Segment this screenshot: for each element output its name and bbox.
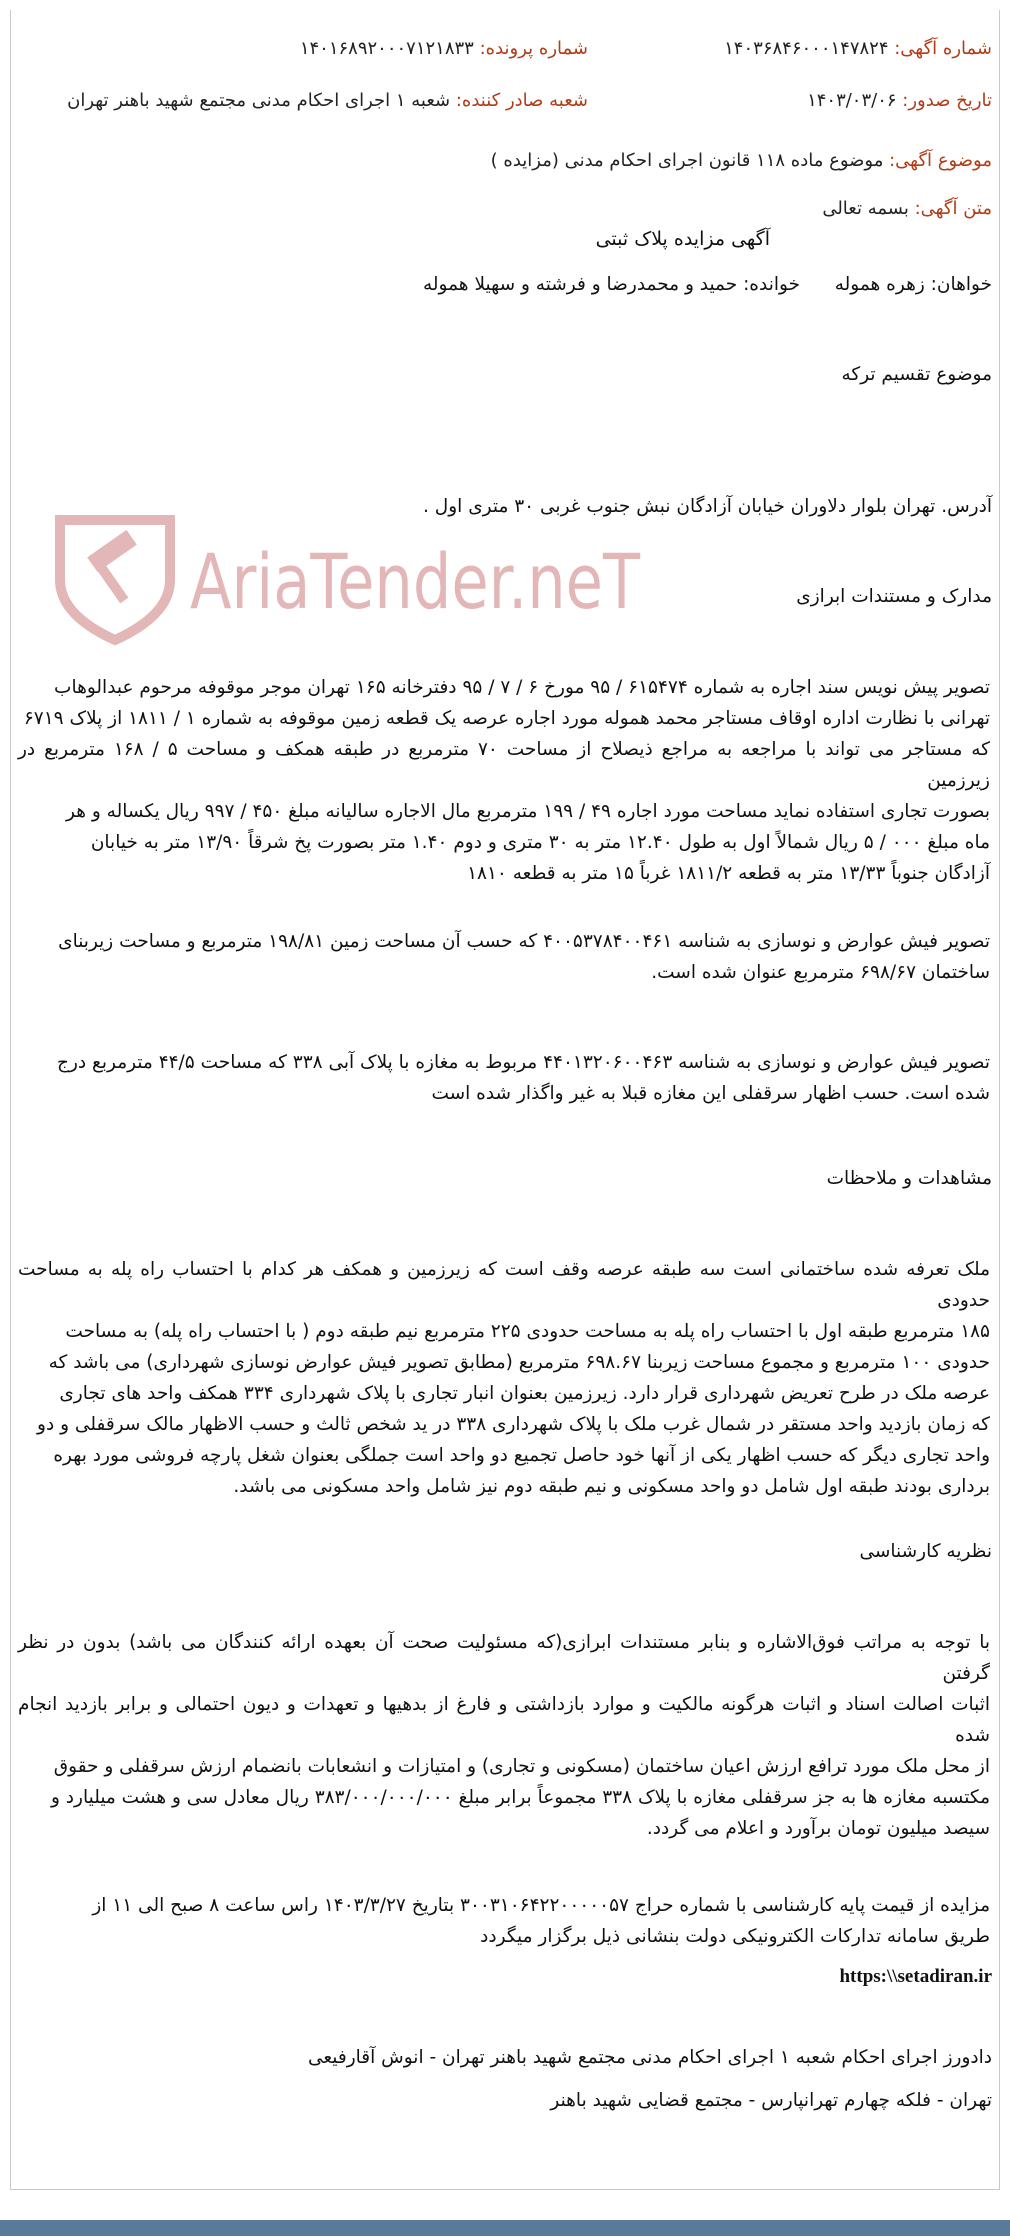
issue-date-label: تاریخ صدور: bbox=[902, 90, 992, 111]
setadiran-link[interactable]: https:\\setadiran.ir bbox=[839, 1966, 992, 1987]
watermark-text: AriaTender.neT bbox=[190, 537, 641, 626]
bottom-scroll-bar bbox=[0, 2220, 1010, 2236]
case-number-label: شماره پرونده: bbox=[479, 38, 588, 59]
notice-number-value: ۱۴۰۳۶۸۴۶۰۰۰۱۴۷۸۲۴ bbox=[724, 38, 889, 59]
basmala: بسمه تعالی bbox=[822, 198, 909, 219]
notice-subject-label: موضوع آگهی: bbox=[889, 150, 992, 171]
case-number bbox=[300, 38, 588, 59]
docs-heading: مدارک و مستندات ابرازی bbox=[796, 586, 992, 607]
case-subject: موضوع تقسیم ترکه bbox=[841, 364, 992, 385]
notice-text-header bbox=[822, 198, 992, 219]
notice-title: آگهی مزایده پلاک ثبتی bbox=[595, 228, 770, 250]
case-number-value: ۱۴۰۱۶۸۹۲۰۰۰۷۱۲۱۸۳۳ bbox=[299, 38, 474, 59]
observations-heading: مشاهدات و ملاحظات bbox=[826, 1168, 992, 1189]
issuer-label: شعبه صادر کننده: bbox=[455, 90, 588, 111]
fee-receipt-paragraph-2: تصویر فیش عوارض و نوسازی به شناسه ۴۴۰۱۳۲۰۶۰۰۴۶۳ مربوط به مغازه با پلاک آبی ۳۳۸ که مساحت ۴۴/۵ مترمربع درج شده است. حسب اظهار سرقفلی این مغازه قبلا به غیر واگذار شده است bbox=[57, 1052, 990, 1104]
observations-paragraph: ملک تعرفه شده ساختمانی است سه طبقه عرصه وقف است که زیرزمین و همکف هر کدام با احتساب راه پله به مساحت حدودی ۱۸۵ مترمربع طبقه اول با احتساب راه پله به مساحت حدودی ۲۲۵ مترمربع نیم طبقه دوم ( با احتساب راه پله) به مساحت حدودی ۱۰۰ مترمربع و مجموع مساحت زیربنا ۶۹۸.۶۷ مترمربع (مطابق تصویر فیش عوارض نوسازی شهرداری) می باشد که عرصه ملک در طرح تعریض شهرداری قرار دارد. زیرزمین بعنوان انبار تجاری با پلاک شهرداری ۳۳۴ همکف واحد های تجاری که زمان بازدید واحد مستقر در شمال غرب ملک با پلاک شهرداری ۳۳۸ در ید شخص ثالث و حسب الاظهار مالک سرقفلی و دو واحد تجاری دیگر که حسب اظهار یکی از آنها خود حاصل تجمیع دو واحد است جملگی بعنوان شغل پارچه فروشی مورد بهره برداری بودند طبقه اول شامل دو واحد مسکونی و نیم طبقه دوم نیز شامل واحد مسکونی می باشد. bbox=[18, 1259, 990, 1497]
defendant: خوانده: حمید و محمدرضا و فرشته و سهیلا هموله bbox=[423, 274, 800, 295]
issuer bbox=[67, 90, 588, 111]
notice-number bbox=[724, 38, 992, 59]
notice-text-label: متن آگهی: bbox=[914, 198, 992, 219]
lease-document-paragraph: تصویر پیش نویس سند اجاره به شماره ۶۱۵۴۷۴ / ۹۵ مورخ ۶ / ۷ / ۹۵ دفترخانه ۱۶۵ تهران موجر موقوفه مرحوم عبدالوهاب تهرانی با نظارت اداره اوقاف مستاجر محمد هموله مورد اجاره عرصه یک قطعه زمین موقوفه به شماره ۱ / ۱۸۱۱ از پلاک ۶۷۱۹ که مستاجر می تواند با مراجعه به مراجع ذیصلاح از مساحت ۷۰ مترمربع در طبقه همکف و مساحت ۵ / ۱۶۸ مترمربع در زیرزمین بصورت تجاری استفاده نماید مساحت مورد اجاره ۴۹ / ۱۹۹ مترمربع مال الاجاره سالیانه مبلغ ۴۵۰ / ۹۹۷ ریال یکساله و هر ماه مبلغ ۰۰۰ / ۵ ریال شمالاً اول به طول ۱۲.۴۰ متر به ۳۰ متری و دوم ۱.۴۰ متر بصورت پخ شرقاً ۱۳/۹۰ متر به خیابان آزادگان جنوباً ۱۳/۳۳ متر به قطعه ۱۸۱۱/۲ غرباً ۱۵ متر به قطعه ۱۸۱۰ bbox=[18, 677, 990, 884]
plaintiff: خواهان: زهره هموله bbox=[834, 274, 992, 295]
auction-details-paragraph: مزایده از قیمت پایه کارشناسی با شماره حراج ۳۰۰۳۱۰۶۴۲۲۰۰۰۰۰۵۷ بتاریخ ۱۴۰۳/۳/۲۷ راس ساعت ۸ صبح الی ۱۱ از طریق سامانه تدارکات الکترونیکی دولت بنشانی ذیل برگزار میگردد bbox=[92, 1895, 990, 1947]
notice-subject bbox=[491, 150, 992, 171]
court-address: تهران - فلکه چهارم تهرانپارس - مجتمع قضایی شهید باهنر bbox=[550, 2090, 992, 2111]
notice-subject-value: موضوع ماده ۱۱۸ قانون اجرای احکام مدنی (مزایده ) bbox=[490, 150, 884, 171]
issue-date bbox=[807, 90, 992, 111]
notice-number-label: شماره آگهی: bbox=[894, 38, 992, 59]
expert-opinion-heading: نظریه کارشناسی bbox=[859, 1541, 992, 1562]
issue-date-value: ۱۴۰۳/۰۳/۰۶ bbox=[807, 90, 897, 111]
fee-receipt-paragraph-1: تصویر فیش عوارض و نوسازی به شناسه ۴۰۰۵۳۷۸۴۰۰۴۶۱ که حسب آن مساحت زمین ۱۹۸/۸۱ مترمربع و مساحت زیربنای ساختمان ۶۹۸/۶۷ مترمربع عنوان شده است. bbox=[58, 931, 990, 983]
property-address: آدرس. تهران بلوار دلاوران خیابان آزادگان نبش جنوب غربی ۳۰ متری اول . bbox=[423, 496, 992, 517]
expert-opinion-paragraph: با توجه به مراتب فوق‌الاشاره و بنابر مستندات ابرازی(که مسئولیت صحت آن بعهده ارائه کنندگان می باشد) بدون در نظر گرفتن اثبات اصالت اسناد و اثبات هرگونه مالکیت و موارد بازداشتی و فارغ از بدهیها و تعهدات و دیون احتمالی و برابر بازدید انجام شده از محل ملک مورد ترافع ارزش اعیان ساختمان (مسکونی و تجاری) و امتیازات و انشعابات بانضمام ارزش سرقفلی و حقوق مکتسبه مغازه ها به جز سرقفلی مغازه با پلاک ۳۳۸ مجموعاً برابر مبلغ ۳۸۳/۰۰۰/۰۰۰/۰۰۰ ریال معادل سی و هشت میلیارد و سیصد میلیون تومان برآورد و اعلام می گردد. bbox=[18, 1632, 990, 1839]
signature-line: دادورز اجرای احکام شعبه ۱ اجرای احکام مدنی مجتمع شهید باهنر تهران - انوش آقارفیعی bbox=[307, 2047, 992, 2068]
issuer-value: شعبه ۱ اجرای احکام مدنی مجتمع شهید باهنر تهران bbox=[67, 90, 451, 111]
